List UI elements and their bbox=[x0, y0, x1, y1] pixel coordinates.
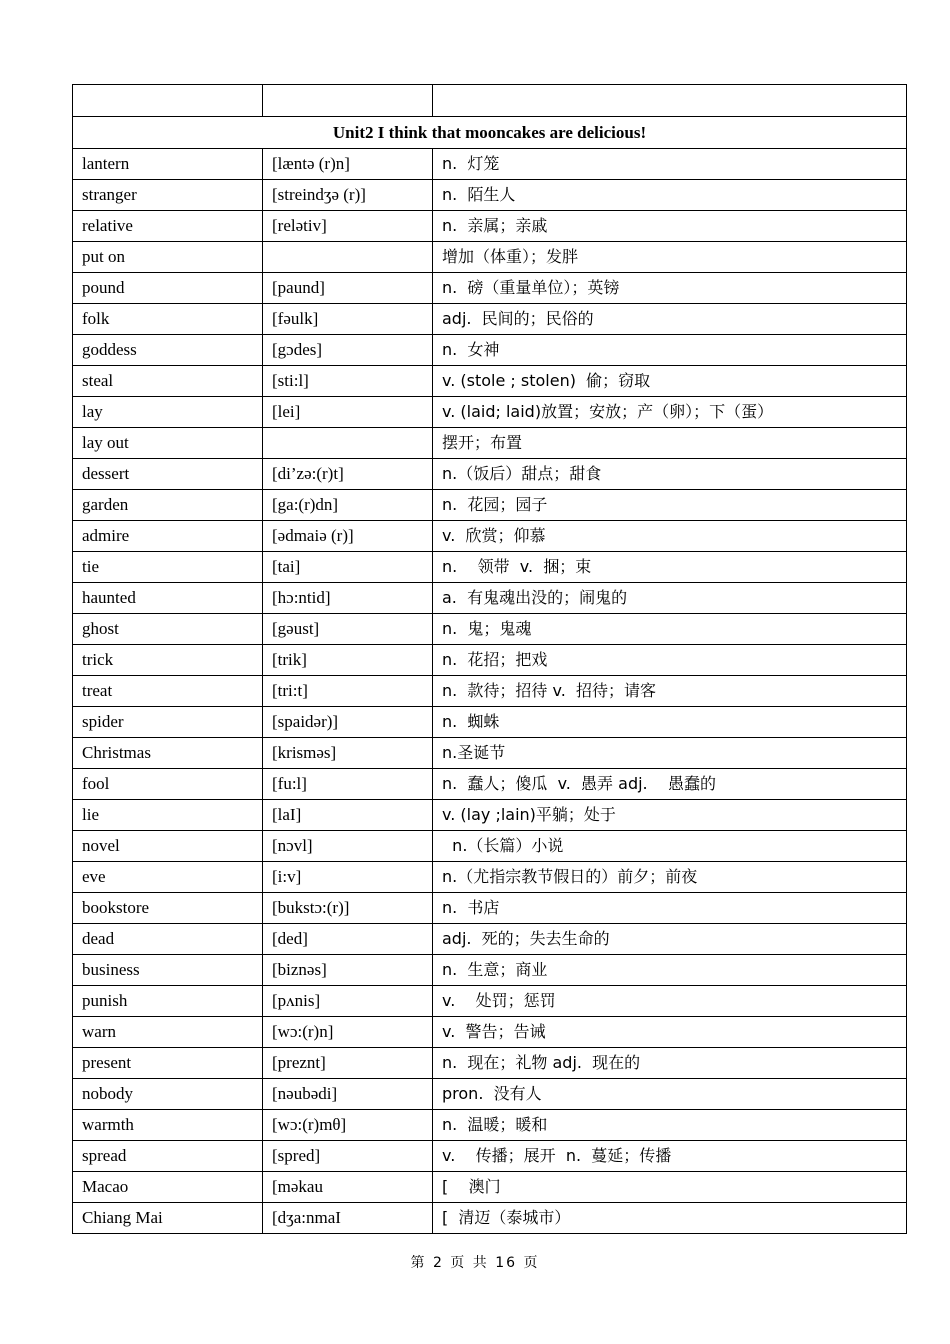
word-cell: Macao bbox=[73, 1172, 263, 1203]
meaning-cell: n. 款待；招待 v. 招待；请客 bbox=[433, 676, 907, 707]
meaning-cell: v. (lay ;lain)平躺；处于 bbox=[433, 800, 907, 831]
meaning-cell: n.圣诞节 bbox=[433, 738, 907, 769]
table-row bbox=[73, 428, 907, 459]
word-cell: present bbox=[73, 1048, 263, 1079]
table-row bbox=[73, 955, 907, 986]
word-cell: admire bbox=[73, 521, 263, 552]
meaning-cell: n. 花招；把戏 bbox=[433, 645, 907, 676]
meaning-cell: v. 警告；告诫 bbox=[433, 1017, 907, 1048]
meaning-cell: n. 蜘蛛 bbox=[433, 707, 907, 738]
blank-cell bbox=[263, 85, 433, 117]
meaning-cell: n. 鬼；鬼魂 bbox=[433, 614, 907, 645]
table-row bbox=[73, 397, 907, 428]
blank-cell bbox=[433, 85, 907, 117]
phonetic-cell: [tri:t] bbox=[263, 676, 433, 707]
phonetic-cell: [di’zə:(r)t] bbox=[263, 459, 433, 490]
word-cell: spread bbox=[73, 1141, 263, 1172]
word-cell: dessert bbox=[73, 459, 263, 490]
word-cell: warn bbox=[73, 1017, 263, 1048]
meaning-cell: pron. 没有人 bbox=[433, 1079, 907, 1110]
meaning-cell: n. 磅（重量单位）；英镑 bbox=[433, 273, 907, 304]
word-cell: novel bbox=[73, 831, 263, 862]
table-row bbox=[73, 366, 907, 397]
meaning-cell: n. 女神 bbox=[433, 335, 907, 366]
phonetic-cell: [læntə (r)n] bbox=[263, 149, 433, 180]
table-row bbox=[73, 180, 907, 211]
table-row bbox=[73, 986, 907, 1017]
phonetic-cell: [nɔvl] bbox=[263, 831, 433, 862]
table-row bbox=[73, 335, 907, 366]
phonetic-cell: [ədmaiə (r)] bbox=[263, 521, 433, 552]
phonetic-cell: [preznt] bbox=[263, 1048, 433, 1079]
word-cell: lay bbox=[73, 397, 263, 428]
meaning-cell: [ 澳门 bbox=[433, 1172, 907, 1203]
blank-cell bbox=[73, 85, 263, 117]
meaning-cell: n. 书店 bbox=[433, 893, 907, 924]
meaning-cell: n.（长篇）小说 bbox=[433, 831, 907, 862]
meaning-cell: n.（饭后）甜点；甜食 bbox=[433, 459, 907, 490]
phonetic-cell: [dʒa:nmaI bbox=[263, 1203, 433, 1234]
phonetic-cell: [bukstɔ:(r)] bbox=[263, 893, 433, 924]
word-cell: haunted bbox=[73, 583, 263, 614]
meaning-cell: n. 灯笼 bbox=[433, 149, 907, 180]
vocabulary-table bbox=[72, 84, 907, 1234]
word-cell: nobody bbox=[73, 1079, 263, 1110]
meaning-cell: n. 生意；商业 bbox=[433, 955, 907, 986]
meaning-cell: n. 领带 v. 捆；束 bbox=[433, 552, 907, 583]
phonetic-cell: [lei] bbox=[263, 397, 433, 428]
phonetic-cell: [fəulk] bbox=[263, 304, 433, 335]
phonetic-cell: [gəust] bbox=[263, 614, 433, 645]
table-row bbox=[73, 614, 907, 645]
table-row bbox=[73, 273, 907, 304]
table-row bbox=[73, 1172, 907, 1203]
table-row bbox=[73, 707, 907, 738]
phonetic-cell: [trik] bbox=[263, 645, 433, 676]
table-row bbox=[73, 831, 907, 862]
blank-header-row bbox=[73, 85, 907, 117]
word-cell: ghost bbox=[73, 614, 263, 645]
word-cell: tie bbox=[73, 552, 263, 583]
table-row bbox=[73, 211, 907, 242]
meaning-cell: n. 温暖；暖和 bbox=[433, 1110, 907, 1141]
meaning-cell: n. 亲属；亲戚 bbox=[433, 211, 907, 242]
phonetic-cell: [ga:(r)dn] bbox=[263, 490, 433, 521]
table-row bbox=[73, 893, 907, 924]
word-cell: garden bbox=[73, 490, 263, 521]
word-cell: spider bbox=[73, 707, 263, 738]
phonetic-cell: [laI] bbox=[263, 800, 433, 831]
word-cell: dead bbox=[73, 924, 263, 955]
phonetic-cell bbox=[263, 242, 433, 273]
table-row bbox=[73, 552, 907, 583]
table-row bbox=[73, 738, 907, 769]
word-cell: business bbox=[73, 955, 263, 986]
word-cell: fool bbox=[73, 769, 263, 800]
meaning-cell: a. 有鬼魂出没的；闹鬼的 bbox=[433, 583, 907, 614]
page-number-footer: 第 2 页 共 16 页 bbox=[410, 1255, 540, 1271]
word-cell: treat bbox=[73, 676, 263, 707]
unit-title-row bbox=[73, 117, 907, 149]
word-cell: Chiang Mai bbox=[73, 1203, 263, 1234]
meaning-cell: v. (stole ; stolen) 偷；窃取 bbox=[433, 366, 907, 397]
word-cell: pound bbox=[73, 273, 263, 304]
table-row bbox=[73, 1048, 907, 1079]
phonetic-cell: [hɔ:ntid] bbox=[263, 583, 433, 614]
phonetic-cell: [spaidər)] bbox=[263, 707, 433, 738]
table-row bbox=[73, 242, 907, 273]
word-cell: punish bbox=[73, 986, 263, 1017]
word-cell: stranger bbox=[73, 180, 263, 211]
table-row bbox=[73, 862, 907, 893]
word-cell: lay out bbox=[73, 428, 263, 459]
meaning-cell: n.（尤指宗教节假日的）前夕；前夜 bbox=[433, 862, 907, 893]
meaning-cell: 增加（体重）；发胖 bbox=[433, 242, 907, 273]
word-cell: goddess bbox=[73, 335, 263, 366]
word-cell: lantern bbox=[73, 149, 263, 180]
table-row bbox=[73, 1017, 907, 1048]
phonetic-cell: [krisməs] bbox=[263, 738, 433, 769]
phonetic-cell: [i:v] bbox=[263, 862, 433, 893]
meaning-cell: v. 处罚；惩罚 bbox=[433, 986, 907, 1017]
phonetic-cell: [məkau bbox=[263, 1172, 433, 1203]
word-cell: steal bbox=[73, 366, 263, 397]
table-row bbox=[73, 521, 907, 552]
word-cell: eve bbox=[73, 862, 263, 893]
phonetic-cell: [paund] bbox=[263, 273, 433, 304]
word-cell: put on bbox=[73, 242, 263, 273]
table-row bbox=[73, 149, 907, 180]
table-row bbox=[73, 304, 907, 335]
table-row bbox=[73, 583, 907, 614]
word-cell: Christmas bbox=[73, 738, 263, 769]
phonetic-cell: [nəubədi] bbox=[263, 1079, 433, 1110]
table-row bbox=[73, 676, 907, 707]
word-cell: lie bbox=[73, 800, 263, 831]
word-cell: warmth bbox=[73, 1110, 263, 1141]
phonetic-cell: [pʌnis] bbox=[263, 986, 433, 1017]
table-row bbox=[73, 1141, 907, 1172]
phonetic-cell: [streindʒə (r)] bbox=[263, 180, 433, 211]
meaning-cell: n. 蠢人；傻瓜 v. 愚弄 adj. 愚蠢的 bbox=[433, 769, 907, 800]
meaning-cell: n. 现在；礼物 adj. 现在的 bbox=[433, 1048, 907, 1079]
table-row bbox=[73, 1079, 907, 1110]
table-row bbox=[73, 1203, 907, 1234]
phonetic-cell: [wɔ:(r)n] bbox=[263, 1017, 433, 1048]
meaning-cell: [ 清迈（泰城市） bbox=[433, 1203, 907, 1234]
phonetic-cell: [wɔ:(r)mθ] bbox=[263, 1110, 433, 1141]
meaning-cell: adj. 民间的；民俗的 bbox=[433, 304, 907, 335]
meaning-cell: v. 传播；展开 n. 蔓延；传播 bbox=[433, 1141, 907, 1172]
phonetic-cell: [sti:l] bbox=[263, 366, 433, 397]
meaning-cell: n. 陌生人 bbox=[433, 180, 907, 211]
meaning-cell: n. 花园；园子 bbox=[433, 490, 907, 521]
phonetic-cell: [ded] bbox=[263, 924, 433, 955]
table-row bbox=[73, 490, 907, 521]
phonetic-cell bbox=[263, 428, 433, 459]
phonetic-cell: [biznəs] bbox=[263, 955, 433, 986]
phonetic-cell: [spred] bbox=[263, 1141, 433, 1172]
word-cell: bookstore bbox=[73, 893, 263, 924]
unit-title: Unit2 I think that mooncakes are delicious! bbox=[73, 117, 907, 149]
meaning-cell: v. 欣赏；仰慕 bbox=[433, 521, 907, 552]
phonetic-cell: [tai] bbox=[263, 552, 433, 583]
phonetic-cell: [relətiv] bbox=[263, 211, 433, 242]
word-cell: folk bbox=[73, 304, 263, 335]
phonetic-cell: [gɔdes] bbox=[263, 335, 433, 366]
table-row bbox=[73, 459, 907, 490]
table-row bbox=[73, 645, 907, 676]
word-cell: relative bbox=[73, 211, 263, 242]
table-row bbox=[73, 924, 907, 955]
table-row bbox=[73, 769, 907, 800]
word-cell: trick bbox=[73, 645, 263, 676]
meaning-cell: v. (laid; laid)放置；安放；产（卵）；下（蛋） bbox=[433, 397, 907, 428]
table-row bbox=[73, 1110, 907, 1141]
meaning-cell: adj. 死的；失去生命的 bbox=[433, 924, 907, 955]
meaning-cell: 摆开；布置 bbox=[433, 428, 907, 459]
phonetic-cell: [fu:l] bbox=[263, 769, 433, 800]
table-row bbox=[73, 800, 907, 831]
